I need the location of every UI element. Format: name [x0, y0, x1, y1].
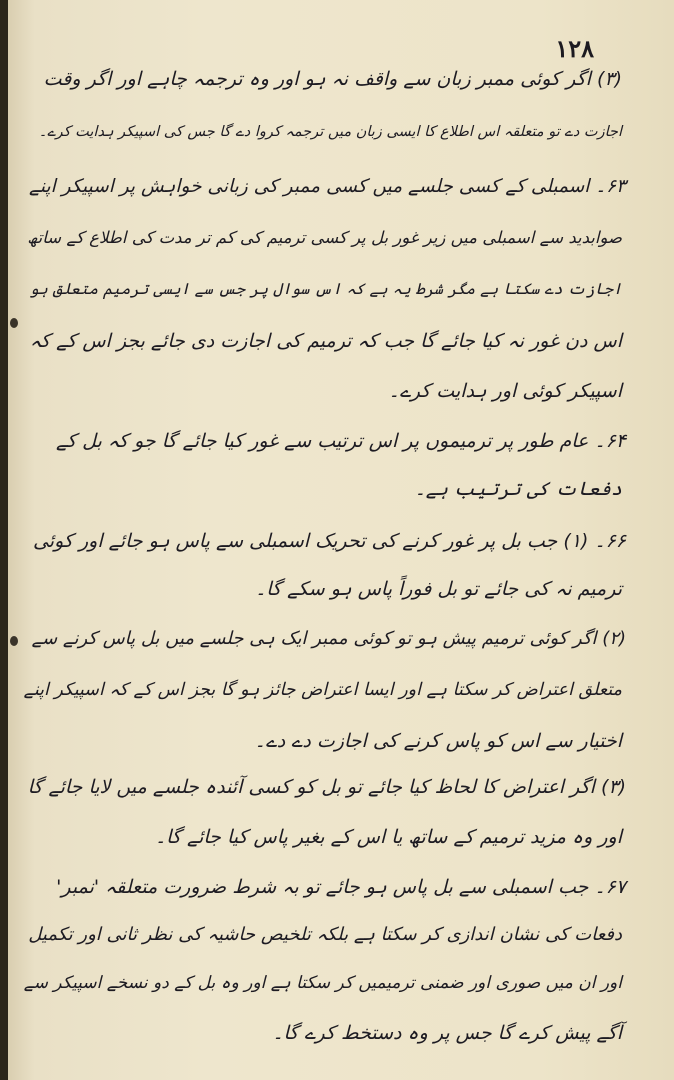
text-line: اختیار سے اس کو پاس کرنے کی اجازت دے دے۔	[254, 730, 622, 752]
text-line: دفعات کی ترتیب ہے۔	[414, 478, 622, 500]
text-line: (۲) اگر کوئی ترمیم پیش ہو تو کوئی ممبر ایک ہی جلسے میں بل پاس کرنے سے	[31, 628, 626, 649]
text-line: اجازت دے سکتا ہے مگر شرط یہ ہے کہ اس سوال پر جس سے ایسی ترمیم متعلق ہو	[29, 280, 622, 298]
text-line: اس دن غور نہ کیا جائے گا جب کہ ترمیم کی اجازت دی جائے بجز اس کے کہ	[29, 330, 622, 352]
text-line: ترمیم نہ کی جائے تو بل فوراً پاس ہو سکے گا۔	[255, 578, 622, 600]
text-line: دفعات کی نشان اندازی کر سکتا ہے بلکہ تلخیص حاشیہ کی نظر ثانی اور تکمیل	[28, 924, 622, 945]
text-line: ۶۷۔ جب اسمبلی سے بل پاس ہو جائے تو بہ شرط ضرورت متعلقہ 'نمبر'	[56, 876, 626, 898]
text-line: (۳) اگر اعتراض کا لحاظ کیا جائے تو بل کو کسی آئندہ جلسے میں لایا جائے گا	[27, 776, 626, 798]
text-line: ۶۳۔ اسمبلی کے کسی جلسے میں کسی ممبر کی زبانی خواہش پر اسپیکر اپنے	[29, 176, 626, 197]
text-line: آگے پیش کرے گا جس پر وہ دستخط کرے گا۔	[272, 1022, 622, 1044]
page-number: ۱۲۸	[555, 34, 594, 63]
text-line: ۶۶۔ (۱) جب بل پر غور کرنے کی تحریک اسمبلی سے پاس ہو جائے اور کوئی	[32, 530, 626, 552]
text-line: ۶۴۔ عام طور پر ترمیموں پر اس ترتیب سے غور کیا جائے گا جو کہ بل کے	[55, 430, 626, 452]
text-line: اور ان میں صوری اور ضمنی ترمیمیں کر سکتا ہے اور وہ بل کے دو نسخے اسپیکر سے	[23, 973, 622, 993]
book-page	[8, 0, 674, 1080]
text-line: اسپیکر کوئی اور ہدایت کرے۔	[388, 380, 622, 402]
text-line: (۳) اگر کوئی ممبر زبان سے واقف نہ ہو اور وہ ترجمہ چاہے اور اگر وقت	[43, 68, 622, 90]
text-line: اور وہ مزید ترمیم کے ساتھ یا اس کے بغیر پاس کیا جائے گا۔	[154, 826, 622, 848]
text-line: متعلق اعتراض کر سکتا ہے اور ایسا اعتراض جائز ہو گا بجز اس کے کہ اسپیکر اپنے	[23, 680, 622, 700]
binding-hole	[10, 636, 18, 646]
binding-hole	[10, 318, 18, 328]
text-line: صوابدید سے اسمبلی میں زیر غور بل پر کسی ترمیم کی کم تر مدت کی اطلاع کے ساتھ	[27, 228, 622, 247]
text-line: اجازت دے تو متعلقہ اس اطلاع کا ایسی زبان میں ترجمہ کروا دے گا جس کی اسپیکر ہدایت کرے۔	[38, 124, 622, 140]
